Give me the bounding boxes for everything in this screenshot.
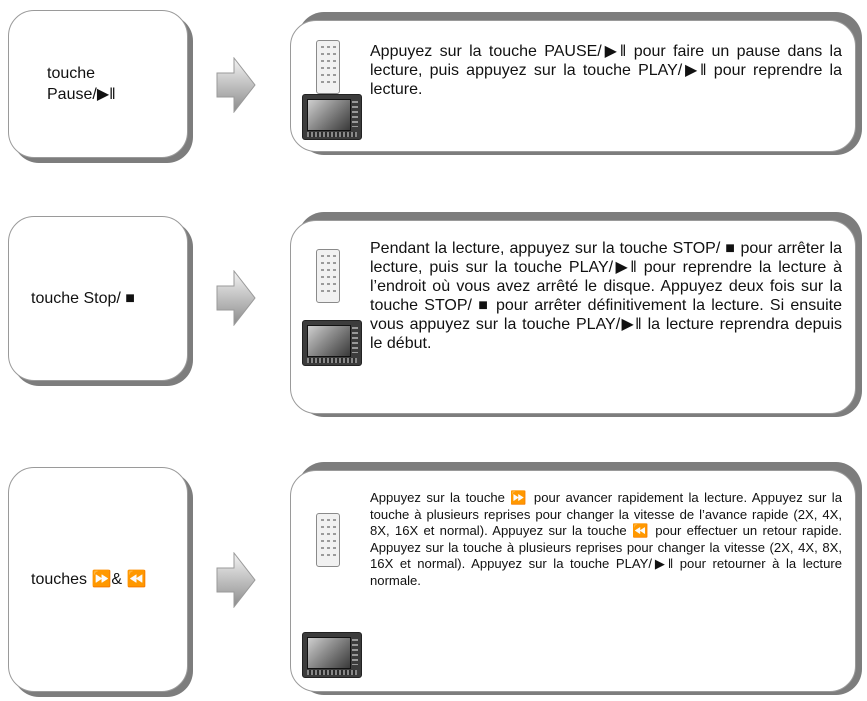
description-pause: Appuyez sur la touche PAUSE/▶‖ pour faire un pause dans la lecture, puis appuyez sur la touche PLAY/▶‖ pour reprendre la lecture. <box>370 43 842 98</box>
remote-control-icon <box>316 249 340 303</box>
portable-dvd-player-icon <box>302 632 362 678</box>
arrow-right-icon <box>216 552 256 608</box>
label-seek: touches ⏩& ⏪ <box>31 571 147 588</box>
portable-dvd-player-icon <box>302 320 362 366</box>
arrow-right-icon <box>216 57 256 113</box>
remote-control-icon <box>316 513 340 567</box>
remote-control-icon <box>316 40 340 94</box>
label-box-seek <box>8 467 188 692</box>
description-seek: Appuyez sur la touche ⏩ pour avancer rapidement la lecture. Appuyez sur la touche à plusieurs reprises pour changer la vitesse de l’avance rapide (2X, 4X, 8X, 16X et normal). Appuyez sur la touche ⏪ pour effectuer un retour rapide. Appuyez sur la touche à plusieurs reprises pour changer la vitesse (2X, 4X, 8X, 16X et normal). Appuyez sur la touche PLAY/▶‖ pour retourner à la lecture normale. <box>370 490 842 588</box>
label-pause: touche Pause/▶‖ <box>47 65 116 103</box>
label-box-stop <box>8 216 188 381</box>
arrow-right-icon <box>216 270 256 326</box>
portable-dvd-player-icon <box>302 94 362 140</box>
label-box-pause <box>8 10 188 158</box>
label-stop: touche Stop/ ■ <box>31 290 135 307</box>
description-stop: Pendant la lecture, appuyez sur la touche STOP/ ■ pour arrêter la lecture, puis sur la touche PLAY/▶‖ pour reprendre la lecture à l’endroit où vous avez arrêté le disque. Appuyez deux fois sur la touche STOP/ ■ pour arrêter définitivement la lecture. Si ensuite vous appuyez sur la touche PLAY/▶‖ la lecture reprendra depuis le début. <box>370 240 842 352</box>
